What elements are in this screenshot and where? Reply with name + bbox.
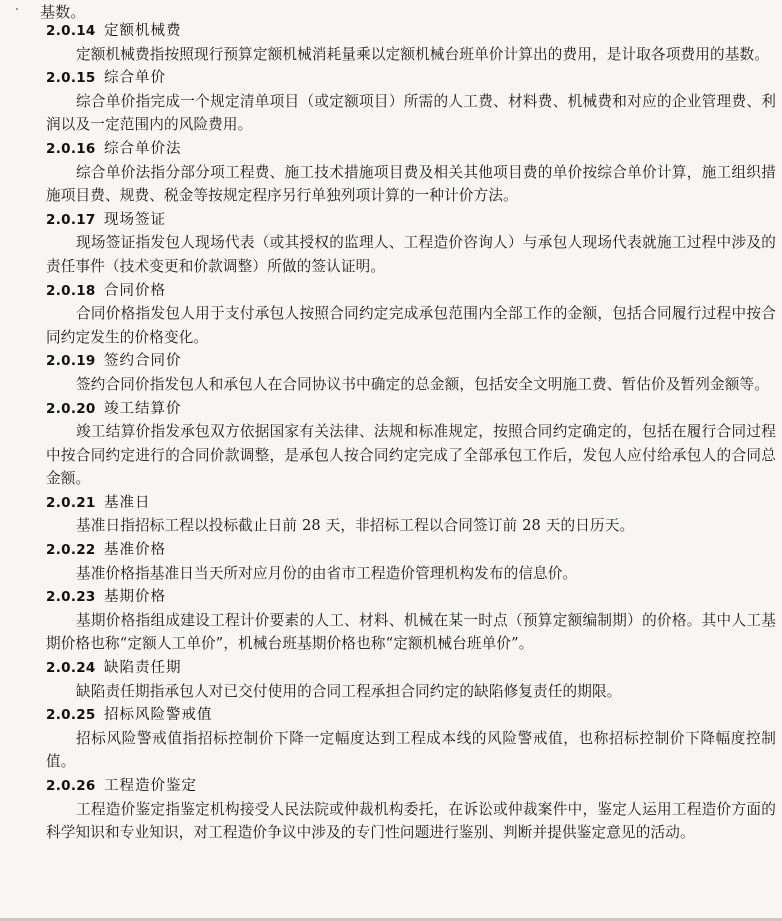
term-entry-2-0-20 bbox=[46, 397, 776, 491]
clause-number: 2.0.17 bbox=[46, 211, 96, 228]
term-heading bbox=[46, 19, 776, 43]
term-title: 工程造价鉴定 bbox=[104, 778, 197, 794]
term-heading bbox=[46, 137, 776, 161]
term-heading bbox=[46, 656, 776, 680]
term-entry-2-0-24 bbox=[46, 656, 776, 703]
term-entry-2-0-23 bbox=[46, 585, 776, 656]
term-title: 基期价格 bbox=[104, 589, 166, 606]
term-heading bbox=[46, 491, 776, 515]
clause-number: 2.0.21 bbox=[46, 494, 96, 511]
term-entry-2-0-17 bbox=[46, 208, 776, 279]
clause-number: 2.0.20 bbox=[46, 400, 96, 417]
term-definition: 缺陷责任期指承包人对已交付使用的合同工程承担合同约定的缺陷修复责任的期限。 bbox=[76, 682, 622, 700]
scan-speck bbox=[16, 8, 18, 10]
term-entry-2-0-19 bbox=[46, 349, 776, 396]
term-entry-2-0-21 bbox=[46, 491, 776, 538]
term-heading bbox=[46, 349, 776, 373]
term-title: 合同价格 bbox=[104, 282, 166, 299]
term-definition: 综合单价指完成一个规定清单项目（或定额项目）所需的人工费、材料费、机械费和对应的企业管理费、利润以及一定范围内的风险费用。 bbox=[46, 92, 776, 134]
term-entry-2-0-26 bbox=[46, 774, 776, 845]
term-heading bbox=[46, 585, 776, 609]
term-definition: 签约合同价指发包人和承包人在合同协议书中确定的总金额，包括安全文明施工费、暂估价及暂列金额等。 bbox=[76, 375, 769, 393]
clause-number: 2.0.22 bbox=[46, 542, 96, 559]
term-title: 缺陷责任期 bbox=[104, 660, 182, 677]
terms-section bbox=[46, 19, 776, 845]
term-definition: 基准价格指基准日当天所对应月份的由省市工程造价管理机构发布的信息价。 bbox=[76, 564, 578, 582]
term-heading bbox=[46, 66, 776, 90]
term-entry-2-0-15 bbox=[46, 66, 776, 137]
clause-number: 2.0.14 bbox=[46, 23, 96, 39]
term-entry-2-0-25 bbox=[46, 703, 776, 774]
term-heading bbox=[46, 208, 776, 232]
term-definition: 综合单价法指分部分项工程费、施工技术措施项目费及相关其他项目费的单价按综合单价计算，施工组织措施项目费、规费、税金等按规定程序另行单独列项计算的一种计价方法。 bbox=[46, 163, 776, 205]
term-heading bbox=[46, 538, 776, 562]
term-entry-2-0-18 bbox=[46, 279, 776, 350]
term-definition: 定额机械费指按照现行预算定额机械消耗量乘以定额机械台班单价计算出的费用，是计取各项费用的基数。 bbox=[76, 45, 769, 63]
term-definition: 招标风险警戒值指招标控制价下降一定幅度达到工程成本线的风险警戒值，也称招标控制价下降幅度控制值。 bbox=[46, 729, 776, 771]
term-definition: 基期价格指组成建设工程计价要素的人工、材料、机械在某一时点（预算定额编制期）的价格。其中人工基期价格也称“定额人工单价”，机械台班基期价格也称“定额机械台班单价”。 bbox=[46, 611, 776, 653]
continued-text: 基数。 bbox=[40, 3, 86, 21]
term-definition: 工程造价鉴定指鉴定机构接受人民法院或仲裁机构委托，在诉讼或仲裁案件中，鉴定人运用工程造价方面的科学知识和专业知识，对工程造价争议中涉及的专门性问题进行鉴别、判断并提供鉴定意见的活动。 bbox=[46, 800, 776, 842]
term-heading bbox=[46, 279, 776, 303]
term-title: 现场签证 bbox=[104, 211, 166, 228]
term-title: 基准价格 bbox=[104, 542, 166, 559]
term-heading bbox=[46, 703, 776, 727]
term-entry-2-0-22 bbox=[46, 538, 776, 585]
term-entry-2-0-14 bbox=[46, 19, 776, 66]
clause-number: 2.0.26 bbox=[46, 778, 96, 794]
term-heading bbox=[46, 397, 776, 421]
term-title: 定额机械费 bbox=[104, 23, 182, 39]
term-definition: 现场签证指发包人现场代表（或其授权的监理人、工程造价咨询人）与承包人现场代表就施工过程中涉及的责任事件（技术变更和价款调整）所做的签认证明。 bbox=[46, 234, 776, 275]
term-definition: 竣工结算价指发承包双方依据国家有关法律、法规和标准规定，按照合同约定确定的，包括在履行合同过程中按合同约定进行的合同价款调整，是承包人按合同约定完成了全部承包工作后，发包人应付给承包人的合同总金额。 bbox=[46, 423, 776, 488]
clause-number: 2.0.18 bbox=[46, 282, 96, 299]
term-title: 竣工结算价 bbox=[104, 400, 182, 417]
clause-number: 2.0.16 bbox=[46, 140, 96, 157]
clause-number: 2.0.19 bbox=[46, 353, 96, 370]
term-definition: 合同价格指发包人用于支付承包人按照合同约定完成承包范围内全部工作的金额，包括合同履行过程中按合同约定发生的价格变化。 bbox=[46, 305, 776, 346]
term-title: 综合单价法 bbox=[104, 140, 182, 157]
term-heading bbox=[46, 774, 776, 798]
term-entry-2-0-16 bbox=[46, 137, 776, 208]
term-title: 基准日 bbox=[104, 494, 151, 511]
clause-number: 2.0.24 bbox=[46, 660, 96, 677]
term-title: 招标风险警戒值 bbox=[104, 707, 213, 724]
clause-number: 2.0.25 bbox=[46, 707, 96, 724]
clause-number: 2.0.15 bbox=[46, 70, 96, 87]
term-title: 签约合同价 bbox=[104, 353, 182, 370]
term-definition: 基准日指招标工程以投标截止日前 28 天，非招标工程以合同签订前 28 天的日历天。 bbox=[76, 517, 635, 535]
clause-number: 2.0.23 bbox=[46, 589, 96, 606]
term-title: 综合单价 bbox=[104, 70, 166, 87]
